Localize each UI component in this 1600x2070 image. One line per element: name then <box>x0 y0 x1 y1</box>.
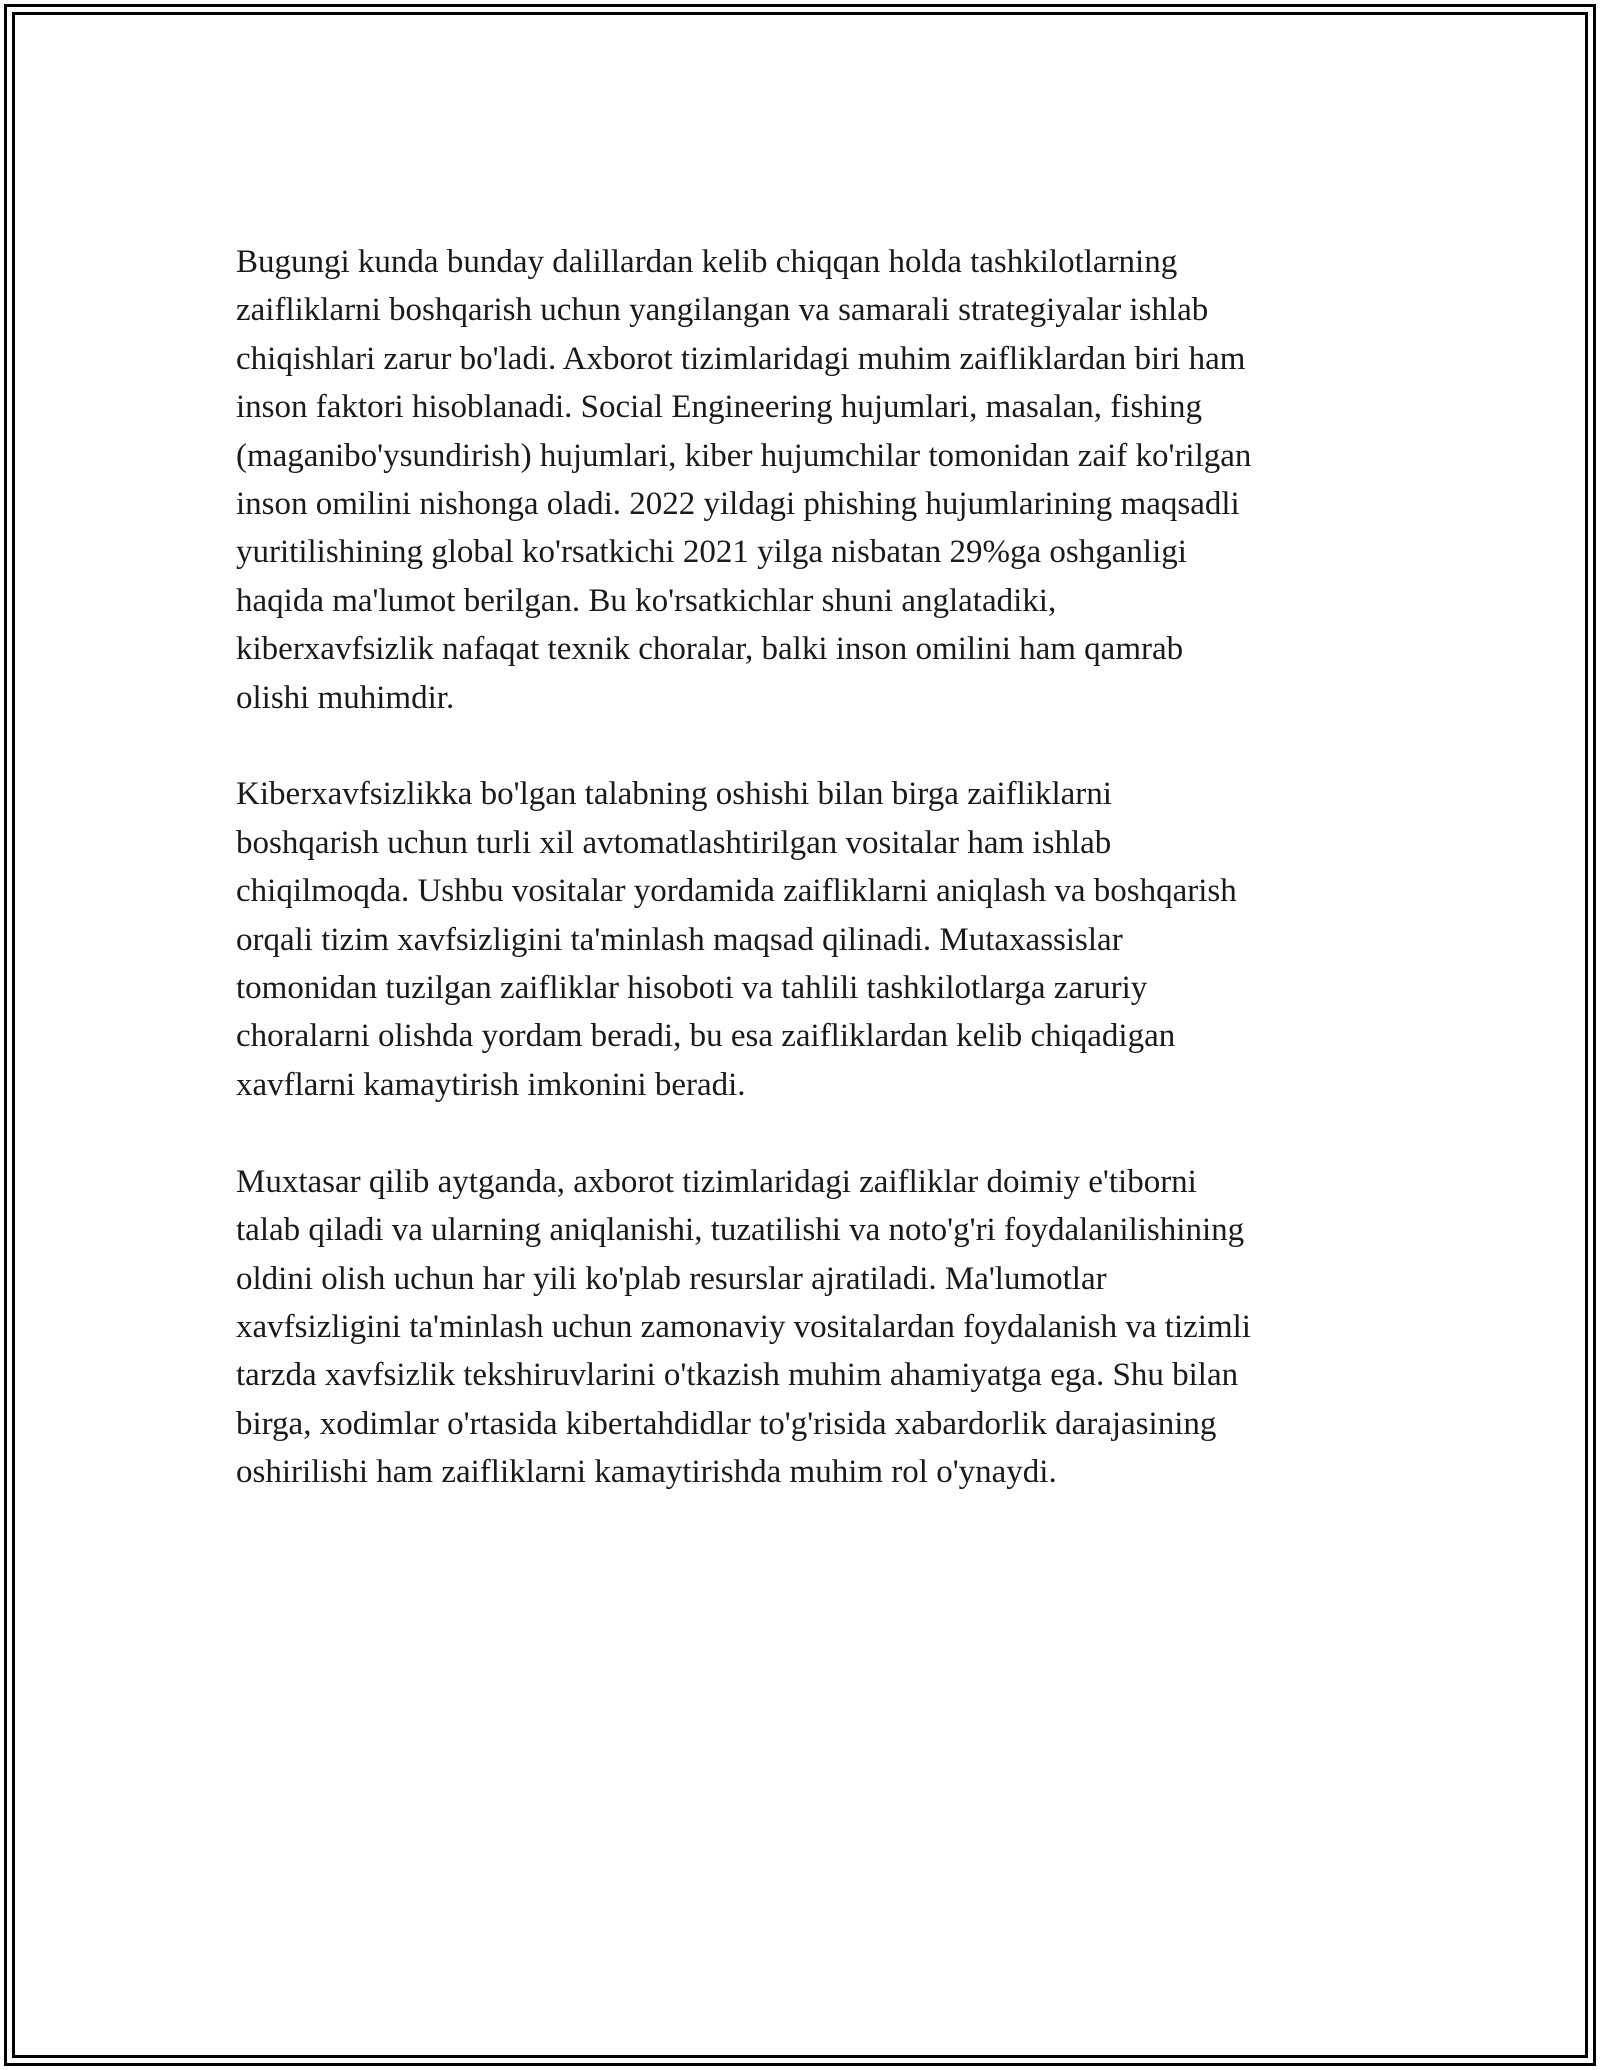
text-line: inson omilini nishonga oladi. 2022 yildagi phishing hujumlarining maqsadli <box>236 486 1240 523</box>
document-body <box>236 238 1386 1545</box>
text-line: orqali tizim xavfsizligini ta'minlash maqsad qilinadi. Mutaxassislar <box>236 921 1123 958</box>
text-line: Kiberxavfsizlikka bo'lgan talabning oshishi bilan birga zaifliklarni <box>236 776 1112 813</box>
paragraph-2 <box>236 770 1386 1109</box>
text-line: olishi muhimdir. <box>236 679 455 716</box>
text-line: choralarni olishda yordam beradi, bu esa zaifliklardan kelib chiqadigan <box>236 1018 1176 1055</box>
text-line: xavfsizligini ta'minlash uchun zamonaviy vositalardan foydalanish va tizimli <box>236 1308 1251 1345</box>
text-line: chiqilmoqda. Ushbu vositalar yordamida zaifliklarni aniqlash va boshqarish <box>236 873 1237 910</box>
text-line: kiberxavfsizlik nafaqat texnik choralar, balki inson omilini ham qamrab <box>236 631 1184 668</box>
text-line: oshirilishi ham zaifliklarni kamaytirishda muhim rol o'ynaydi. <box>236 1454 1057 1491</box>
text-line: haqida ma'lumot berilgan. Bu ko'rsatkichlar shuni anglatadiki, <box>236 582 1057 619</box>
text-line: xavflarni kamaytirish imkonini beradi. <box>236 1066 746 1103</box>
paragraph-1 <box>236 238 1386 722</box>
text-line: oldini olish uchun har yili ko'plab resurslar ajratiladi. Ma'lumotlar <box>236 1260 1107 1297</box>
text-line: tarzda xavfsizlik tekshiruvlarini o'tkazish muhim ahamiyatga ega. Shu bilan <box>236 1357 1239 1394</box>
text-line: yuritilishining global ko'rsatkichi 2021 yilga nisbatan 29%ga oshganligi <box>236 534 1187 571</box>
text-line: chiqishlari zarur bo'ladi. Axborot tizimlaridagi muhim zaifliklardan biri ham <box>236 340 1246 377</box>
text-line: Bugungi kunda bunday dalillardan kelib chiqqan holda tashkilotlarning <box>236 244 1178 280</box>
text-line: birga, xodimlar o'rtasida kibertahdidlar to'g'risida xabardorlik darajasining <box>236 1405 1217 1442</box>
text-line: zaifliklarni boshqarish uchun yangilangan va samarali strategiyalar ishlab <box>236 292 1209 329</box>
text-line: talab qiladi va ularning aniqlanishi, tuzatilishi va noto'g'ri foydalanilishining <box>236 1212 1245 1249</box>
paragraph-3 <box>236 1158 1386 1497</box>
text-line: Muxtasar qilib aytganda, axborot tizimlaridagi zaifliklar doimiy e'tiborni <box>236 1163 1197 1200</box>
text-line: (maganibo'ysundirish) hujumlari, kiber hujumchilar tomonidan zaif ko'rilgan <box>236 437 1252 474</box>
text-line: inson faktori hisoblanadi. Social Engineering hujumlari, masalan, fishing <box>236 389 1202 426</box>
text-line: tomonidan tuzilgan zaifliklar hisoboti va tahlili tashkilotlarga zaruriy <box>236 970 1148 1007</box>
text-line: boshqarish uchun turli xil avtomatlashtirilgan vositalar ham ishlab <box>236 824 1112 861</box>
